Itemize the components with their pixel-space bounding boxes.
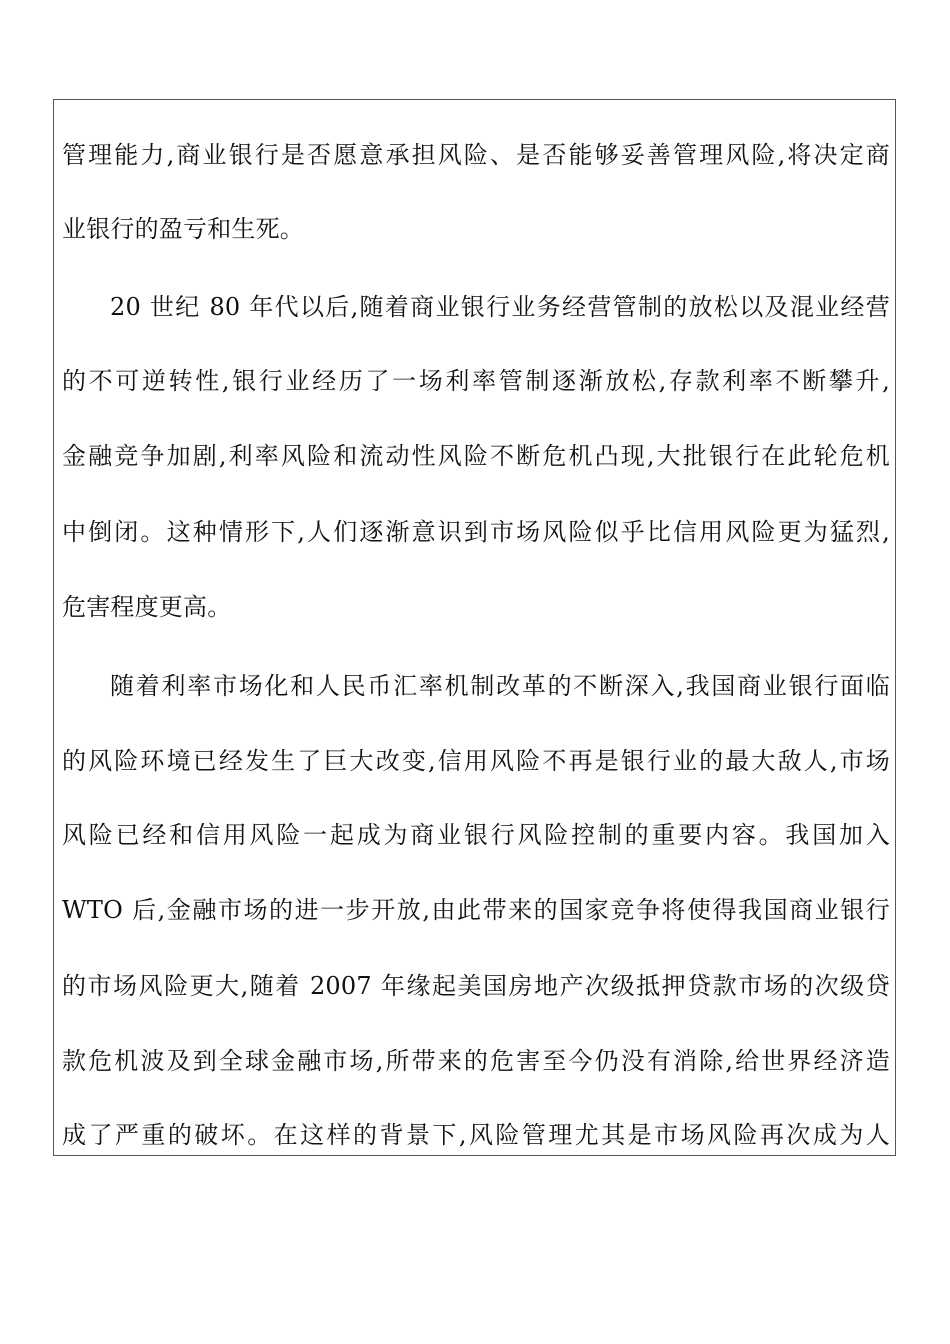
text-line: WTO 后,金融市场的进一步开放,由此带来的国家竞争将使得我国商业银行: [62, 896, 890, 924]
page-frame: [53, 99, 896, 1156]
text-line: 20 世纪 80 年代以后,随着商业银行业务经营管制的放松以及混业经营: [110, 293, 890, 321]
text-line: 随着利率市场化和人民币汇率机制改革的不断深入,我国商业银行面临: [110, 672, 890, 700]
text-line: 的市场风险更大,随着 2007 年缘起美国房地产次级抵押贷款市场的次级贷: [62, 972, 890, 1000]
text-line: 业银行的盈亏和生死。: [62, 215, 304, 243]
text-line: 中倒闭。这种情形下,人们逐渐意识到市场风险似乎比信用风险更为猛烈,: [62, 518, 890, 546]
text-line: 金融竞争加剧,利率风险和流动性风险不断危机凸现,大批银行在此轮危机: [62, 442, 890, 470]
text-line: 款危机波及到全球金融市场,所带来的危害至今仍没有消除,给世界经济造: [62, 1047, 890, 1075]
text-line: 成了严重的破坏。在这样的背景下,风险管理尤其是市场风险再次成为人: [62, 1121, 890, 1149]
text-line: 风险已经和信用风险一起成为商业银行风险控制的重要内容。我国加入: [62, 821, 890, 849]
text-line: 管理能力,商业银行是否愿意承担风险、是否能够妥善管理风险,将决定商: [62, 141, 890, 169]
text-line: 危害程度更高。: [62, 593, 232, 621]
text-line: 的风险环境已经发生了巨大改变,信用风险不再是银行业的最大敌人,市场: [62, 747, 890, 775]
text-line: 的不可逆转性,银行业经历了一场利率管制逐渐放松,存款利率不断攀升,: [62, 367, 890, 395]
